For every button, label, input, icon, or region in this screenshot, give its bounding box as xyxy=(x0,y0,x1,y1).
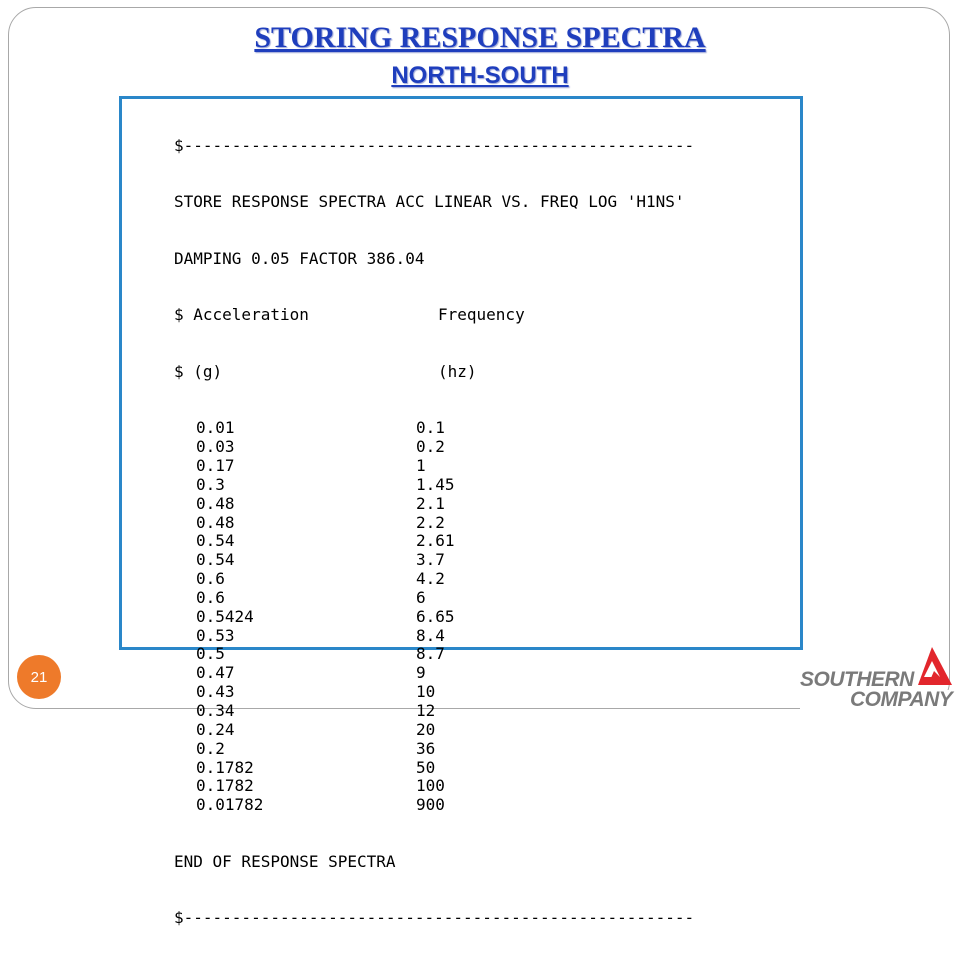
acceleration-value: 0.5 xyxy=(196,644,225,664)
acceleration-value: 0.17 xyxy=(196,456,235,476)
data-row xyxy=(174,683,694,702)
separator-line: $----------------------------------------------------- xyxy=(174,135,695,155)
data-row xyxy=(174,627,694,646)
frequency-value: 2.61 xyxy=(416,531,455,551)
data-row xyxy=(174,419,694,438)
data-row xyxy=(174,796,694,815)
page-number-badge xyxy=(17,655,61,699)
data-row xyxy=(174,608,694,627)
acceleration-value: 0.03 xyxy=(196,437,235,457)
acceleration-value: 0.48 xyxy=(196,512,235,532)
acceleration-value: 0.47 xyxy=(196,663,235,683)
data-row xyxy=(174,740,694,759)
logo-text-company: COMPANY xyxy=(850,688,953,711)
frequency-value: 20 xyxy=(416,719,436,739)
data-rows xyxy=(174,419,694,815)
data-row xyxy=(174,457,694,476)
acceleration-value: 0.1782 xyxy=(196,776,254,796)
data-row xyxy=(174,551,694,570)
acceleration-value: 0.43 xyxy=(196,682,235,702)
frequency-value: 0.2 xyxy=(416,437,445,457)
frequency-value: 9 xyxy=(416,663,426,683)
data-row xyxy=(174,589,694,608)
header-unit-hz: (hz) xyxy=(438,361,477,381)
data-row xyxy=(174,570,694,589)
acceleration-value: 0.5424 xyxy=(196,606,254,626)
frequency-value: 900 xyxy=(416,795,445,815)
frequency-value: 4.2 xyxy=(416,569,445,589)
data-row xyxy=(174,532,694,551)
data-row xyxy=(174,645,694,664)
command-line: STORE RESPONSE SPECTRA ACC LINEAR VS. FREQ LOG 'H1NS' xyxy=(174,192,685,212)
frequency-value: 12 xyxy=(416,701,436,720)
acceleration-value: 0.1782 xyxy=(196,757,254,777)
acceleration-value: 0.34 xyxy=(196,701,235,720)
slide-subtitle: NORTH-SOUTH xyxy=(391,62,569,89)
acceleration-value: 0.01 xyxy=(196,418,235,438)
frequency-value: 50 xyxy=(416,757,436,777)
data-row xyxy=(174,664,694,683)
frequency-value: 1 xyxy=(416,456,426,476)
code-listing-box xyxy=(119,96,803,928)
frequency-value: 100 xyxy=(416,776,445,796)
end-line: END OF RESPONSE SPECTRA xyxy=(174,851,396,871)
data-row xyxy=(174,721,694,740)
acceleration-value: 0.6 xyxy=(196,587,225,607)
header-frequency: Frequency xyxy=(438,305,525,325)
frequency-value: 3.7 xyxy=(416,550,445,570)
acceleration-value: 0.3 xyxy=(196,474,225,494)
data-row xyxy=(174,759,694,778)
frequency-value: 10 xyxy=(416,682,436,702)
page-number: 21 xyxy=(30,668,48,686)
data-row xyxy=(174,514,694,533)
acceleration-value: 0.2 xyxy=(196,738,225,758)
header-names-row xyxy=(174,306,694,325)
acceleration-value: 0.01782 xyxy=(196,795,264,815)
acceleration-value: 0.6 xyxy=(196,569,225,589)
frequency-value: 6.65 xyxy=(416,606,455,626)
frequency-value: 2.2 xyxy=(416,512,445,532)
frequency-value: 6 xyxy=(416,587,426,607)
acceleration-value: 0.54 xyxy=(196,531,235,551)
acceleration-value: 0.54 xyxy=(196,550,235,570)
frequency-value: 2.1 xyxy=(416,493,445,513)
data-row xyxy=(174,438,694,457)
logo-text-southern: SOUTHERN xyxy=(800,668,914,691)
separator-line-bottom: $----------------------------------------------------- xyxy=(174,908,695,928)
frequency-value: 0.1 xyxy=(416,418,445,438)
frequency-value: 1.45 xyxy=(416,474,455,494)
damping-line: DAMPING 0.05 FACTOR 386.04 xyxy=(174,248,425,268)
acceleration-value: 0.53 xyxy=(196,625,235,645)
code-listing xyxy=(174,99,694,966)
data-row xyxy=(174,702,694,721)
data-row xyxy=(174,495,694,514)
frequency-value: 8.7 xyxy=(416,644,445,664)
slide-title: STORING RESPONSE SPECTRA xyxy=(254,21,706,54)
acceleration-value: 0.24 xyxy=(196,719,235,739)
header-units-row xyxy=(174,363,694,382)
header-acceleration: $ Acceleration xyxy=(174,305,309,325)
frequency-value: 8.4 xyxy=(416,625,445,645)
data-row xyxy=(174,476,694,495)
southern-company-logo xyxy=(798,645,958,711)
data-row xyxy=(174,777,694,796)
header-unit-g: $ (g) xyxy=(174,361,223,381)
acceleration-value: 0.48 xyxy=(196,493,235,513)
frequency-value: 36 xyxy=(416,738,436,758)
